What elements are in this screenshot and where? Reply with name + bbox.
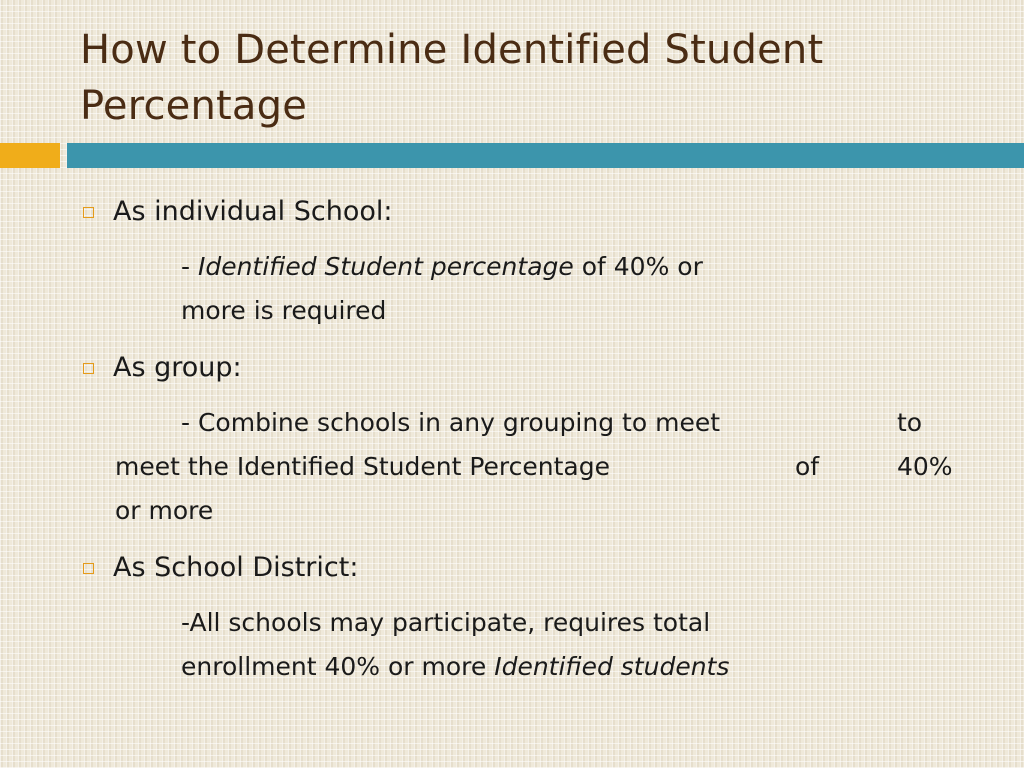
detail-text: -All schools may participate, requires total [181,608,711,637]
bullet-detail-district-line1 [181,601,710,645]
detail-text: more is required [181,296,387,325]
detail-italic-text: Identified students [494,652,730,681]
bullet-label: As group: [113,352,242,383]
detail-text: of [795,452,820,481]
square-bullet-icon [83,207,94,218]
detail-italic-text: Identified Student percentage [197,252,574,281]
detail-text: or more [115,496,214,525]
detail-text: enrollment 40% or more [181,652,495,681]
square-bullet-icon [83,363,94,374]
bullet-label: As School District: [113,552,359,583]
bullet-detail-group-line2-value [897,445,953,489]
detail-text: of 40% or [573,252,703,281]
bullet-group [83,350,242,386]
detail-text: meet the Identified Student Percentage [115,452,610,481]
detail-text: to [897,408,923,437]
bullet-label: As individual School: [113,196,393,227]
bullet-detail-group-line2 [115,445,610,489]
bullet-detail-group-line1-tail [897,401,922,445]
bullet-detail-group-line3 [115,489,213,533]
bullet-detail-group-line1 [181,401,720,445]
bullet-individual-school [83,194,392,230]
square-bullet-icon [83,563,94,574]
bullet-school-district [83,550,358,586]
bullet-detail-group-line2-of [795,445,819,489]
bullet-detail-district-line2 [181,645,729,689]
slide-title: How to Determine Identified Student Percentage [80,27,824,129]
bullet-detail-individual-line1 [181,245,703,289]
detail-text: 40% [897,452,953,481]
bullet-detail-individual-line2 [181,289,386,333]
detail-text: - [181,252,198,281]
detail-text: - Combine schools in any grouping to meet [181,408,721,437]
